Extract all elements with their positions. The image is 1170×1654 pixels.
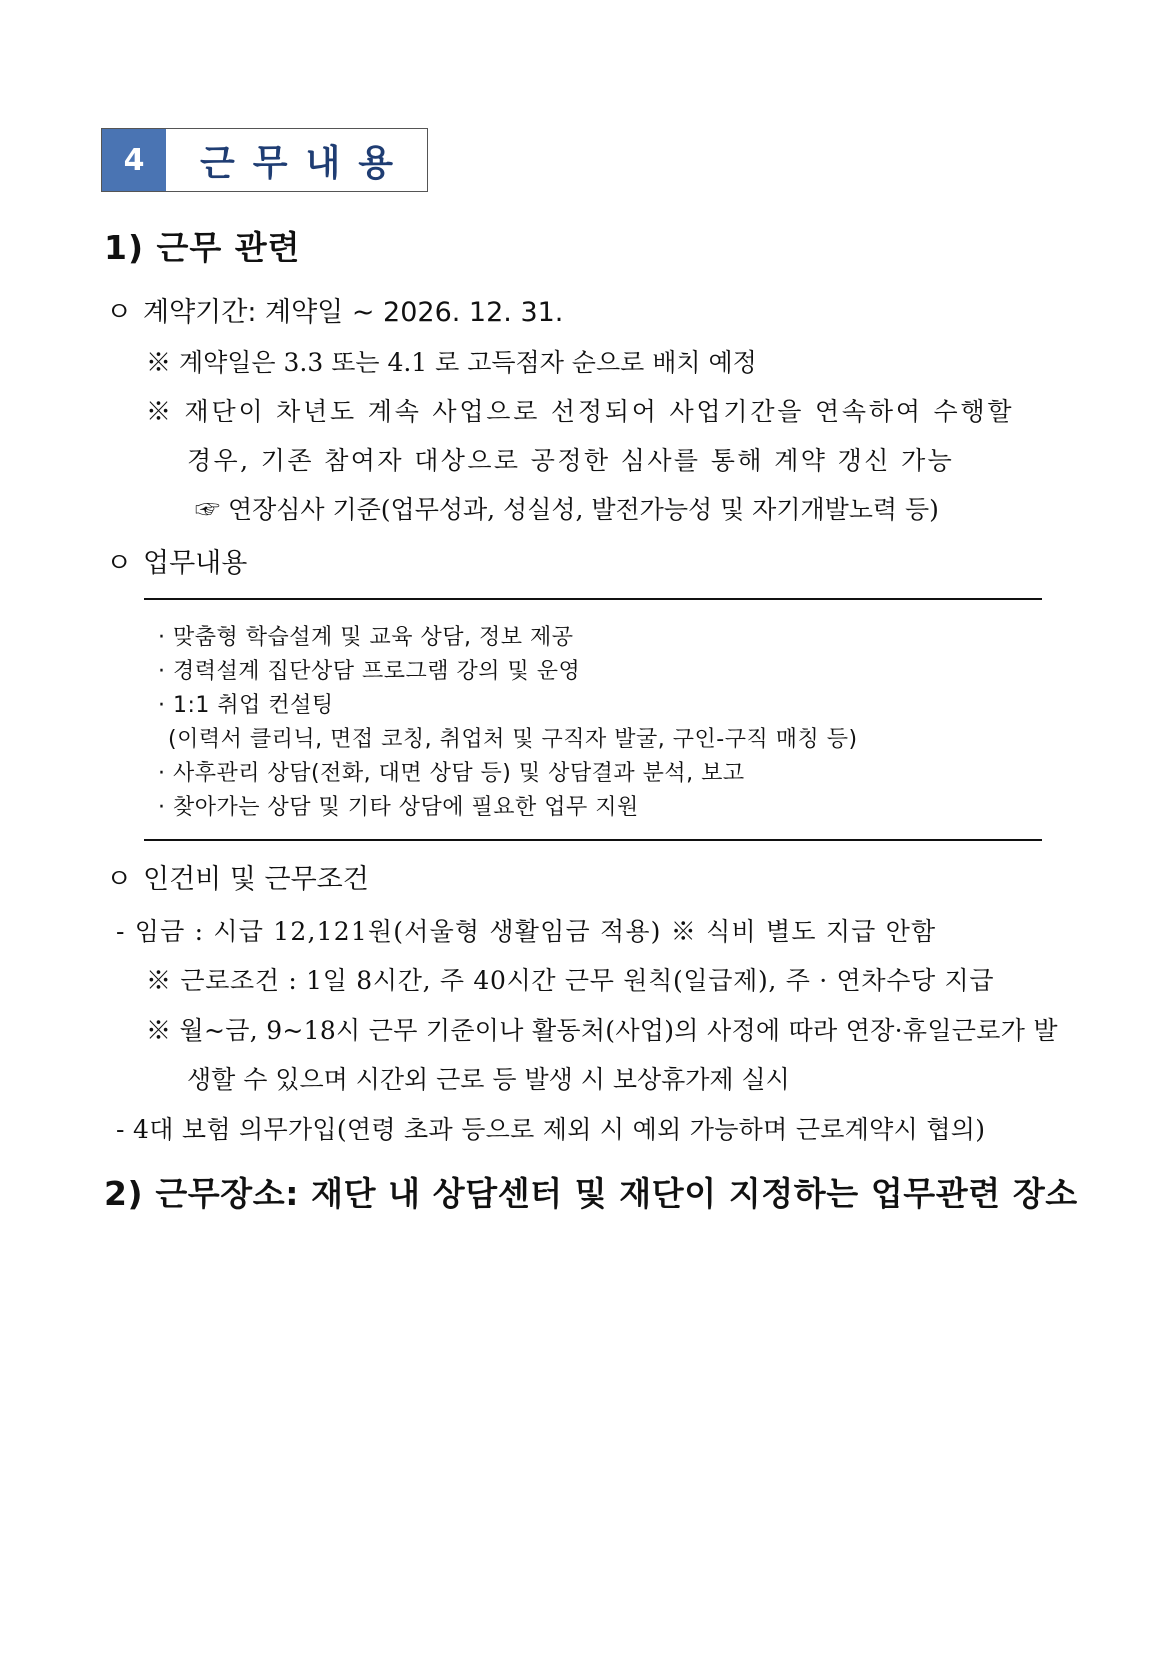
contract-note-2-line3: ☞ 연장심사 기준(업무성과, 성실성, 발전가능성 및 자기개발노력 등) — [195, 495, 939, 524]
duty-item-3-detail: (이력서 클리닉, 면접 코칭, 취업처 및 구직자 발굴, 구인-구직 매칭 등) — [168, 727, 858, 752]
duty-item-4: · 사후관리 상담(전화, 대면 상담 등) 및 상담결과 분석, 보고 — [158, 761, 745, 786]
contract-period: 계약기간: 계약일 ~ 2026. 12. 31. — [143, 297, 564, 328]
duty-item-1: · 맞춤형 학습설계 및 교육 상담, 정보 제공 — [158, 625, 574, 650]
duties-box-top-rule — [144, 598, 1042, 600]
contract-note-2-line1: ※ 재단이 차년도 계속 사업으로 선정되어 사업기간을 연속하여 수행할 — [146, 397, 1015, 426]
section-header — [101, 128, 428, 192]
section-title: 근무내용 — [199, 142, 412, 184]
subsection-1-title: 1) 근무 관련 — [104, 228, 301, 267]
bullet-contract: ㅇ — [106, 297, 133, 328]
duty-item-2: · 경력설계 집단상담 프로그램 강의 및 운영 — [158, 659, 581, 684]
contract-note-1: ※ 계약일은 3.3 또는 4.1 로 고득점자 순으로 배치 예정 — [146, 348, 757, 377]
contract-note-2-line2: 경우, 기존 참여자 대상으로 공정한 심사를 통해 계약 갱신 가능 — [187, 446, 955, 475]
bullet-pay: ㅇ — [106, 864, 133, 895]
subsection-2-title: 2) 근무장소: 재단 내 상담센터 및 재단이 지정하는 업무관련 장소 — [104, 1174, 1078, 1213]
work-condition-2-line1: ※ 월~금, 9~18시 근무 기준이나 활동처(사업)의 사정에 따라 연장·휴일근로가 발 — [146, 1016, 1058, 1045]
duties-label: 업무내용 — [143, 548, 248, 579]
section-number: 4 — [102, 129, 166, 191]
duties-box-bottom-rule — [144, 839, 1042, 841]
duty-item-5: · 찾아가는 상담 및 기타 상담에 필요한 업무 지원 — [158, 795, 639, 820]
bullet-duties: ㅇ — [106, 548, 133, 579]
insurance-line: - 4대 보험 의무가입(연령 초과 등으로 제외 시 예외 가능하며 근로계약시 협의) — [116, 1115, 986, 1144]
pay-label: 인건비 및 근무조건 — [143, 864, 369, 895]
work-condition-2-line2: 생할 수 있으며 시간외 근로 등 발생 시 보상휴가제 실시 — [187, 1065, 790, 1094]
wage-line: - 임금 : 시급 12,121원(서울형 생활임금 적용) ※ 식비 별도 지급 안함 — [116, 917, 937, 946]
work-condition-1: ※ 근로조건 : 1일 8시간, 주 40시간 근무 원칙(일급제), 주 · 연차수당 지급 — [146, 966, 995, 995]
duty-item-3: · 1:1 취업 컨설팅 — [158, 693, 334, 718]
